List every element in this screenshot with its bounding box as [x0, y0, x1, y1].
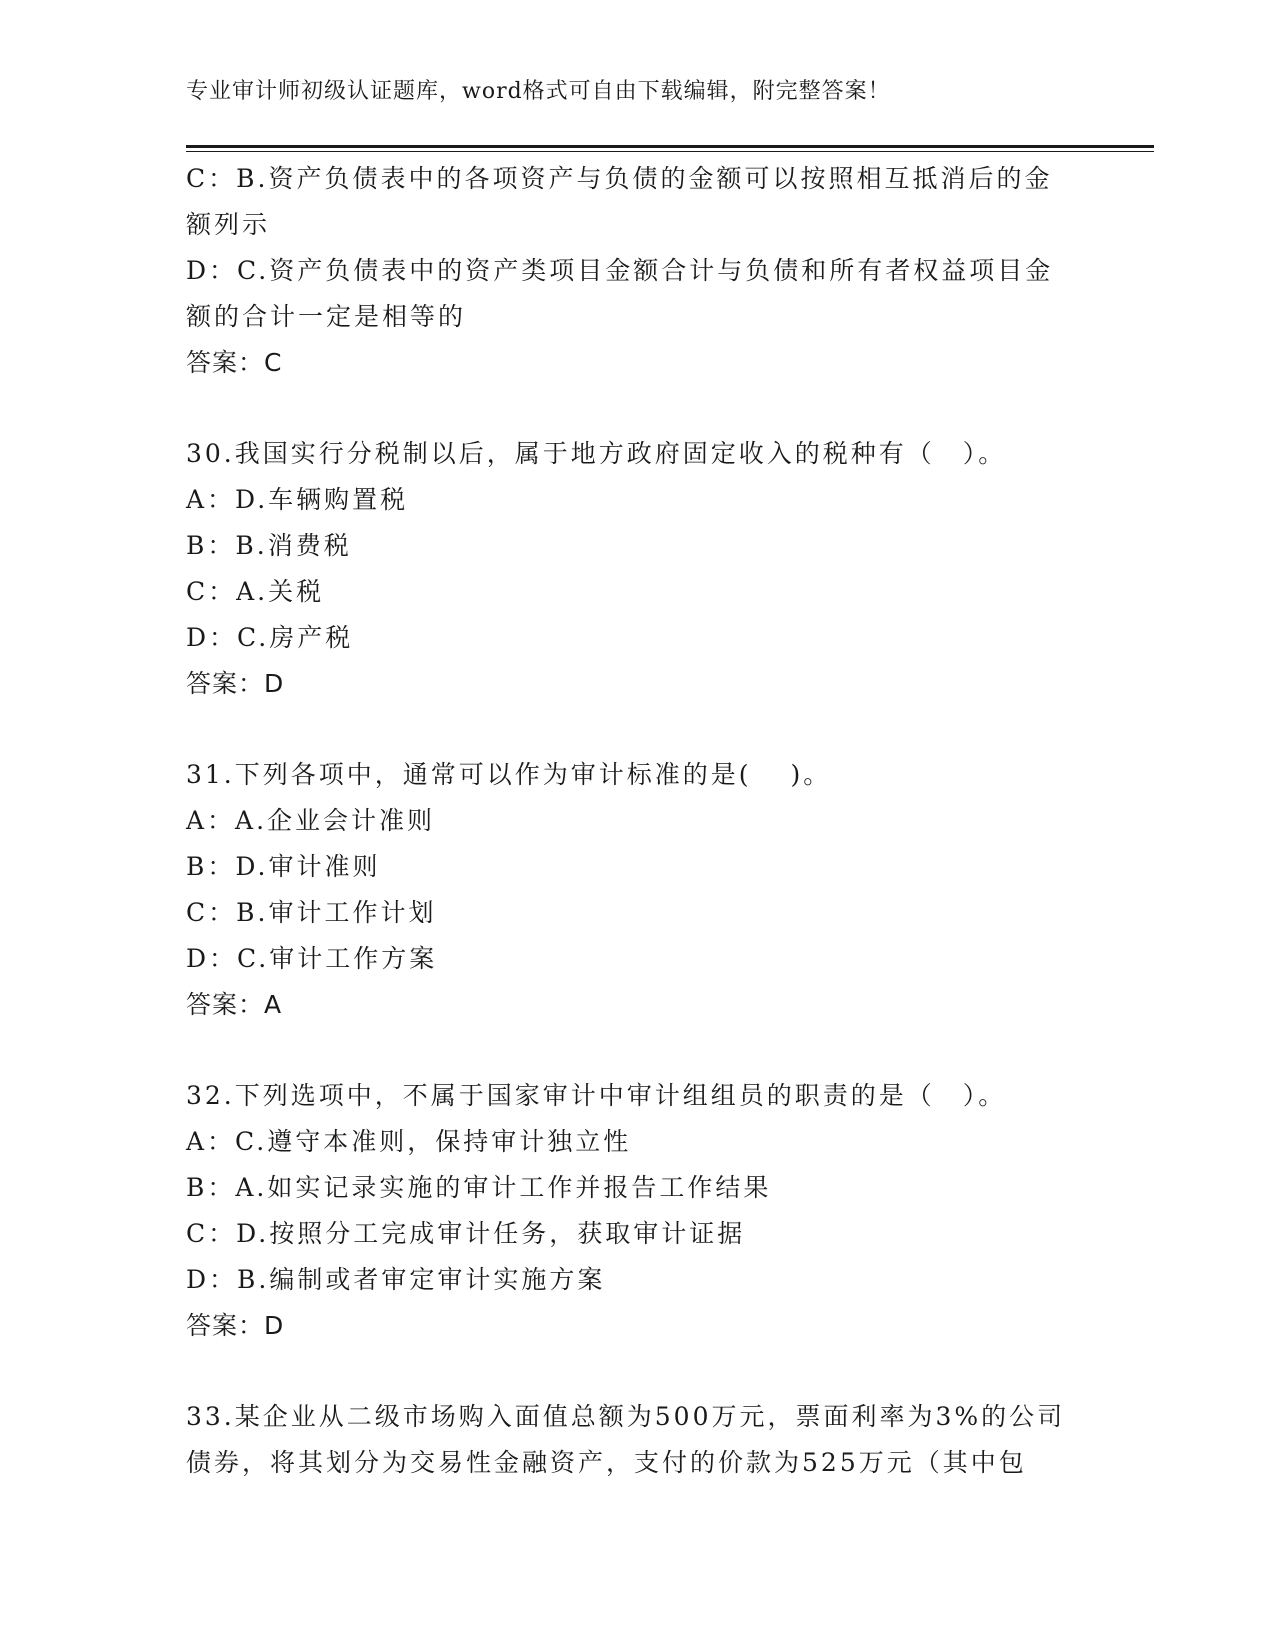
- option-line: A：C.遵守本准则，保持审计独立性: [186, 1127, 632, 1156]
- header-rule-thick: [186, 145, 1154, 148]
- question-block-29: [186, 156, 1086, 386]
- block-gap: [186, 386, 1086, 431]
- option-line: D：C.审计工作方案: [186, 944, 438, 973]
- question-block-30: [186, 431, 1086, 707]
- option-line: C：D.按照分工完成审计任务，获取审计证据: [186, 1219, 746, 1248]
- option-line: D：B.编制或者审定审计实施方案: [186, 1265, 606, 1294]
- page-header: 专业审计师初级认证题库，word格式可自由下载编辑，附完整答案！: [186, 79, 891, 104]
- answer-line: 答案：A: [186, 990, 283, 1019]
- question-text: 30.我国实行分税制以后，属于地方政府固定收入的税种有（ ）。: [186, 439, 1007, 468]
- option-line: B：A.如实记录实施的审计工作并报告工作结果: [186, 1173, 772, 1202]
- option-line: D：C.房产税: [186, 623, 354, 652]
- answer-line: 答案：D: [186, 1311, 285, 1340]
- question-block-33: [186, 1394, 1086, 1486]
- option-line: C：A.关税: [186, 577, 325, 606]
- block-gap: [186, 1028, 1086, 1073]
- block-gap: [186, 1349, 1086, 1394]
- question-block-31: [186, 752, 1086, 1028]
- question-text: 33.某企业从二级市场购入面值总额为500万元，票面利率为3%的公司: [186, 1402, 1066, 1431]
- question-list: [186, 156, 1086, 1486]
- option-line: A：D.车辆购置税: [186, 485, 409, 514]
- question-text: 债券，将其划分为交易性金融资产，支付的价款为525万元（其中包: [186, 1448, 1027, 1477]
- question-block-32: [186, 1073, 1086, 1349]
- option-line: B：B.消费税: [186, 531, 352, 560]
- answer-line: 答案：C: [186, 348, 283, 377]
- option-line: A：A.企业会计准则: [186, 806, 436, 835]
- answer-line: 答案：D: [186, 669, 285, 698]
- header-rule-thin: [186, 151, 1154, 152]
- option-line: B：D.审计准则: [186, 852, 381, 881]
- option-line: 额列示: [186, 210, 271, 239]
- option-line: C：B.资产负债表中的各项资产与负债的金额可以按照相互抵消后的金: [186, 164, 1053, 193]
- option-line: D：C.资产负债表中的资产类项目金额合计与负债和所有者权益项目金: [186, 256, 1054, 285]
- option-line: C：B.审计工作计划: [186, 898, 437, 927]
- option-line: 额的合计一定是相等的: [186, 302, 467, 331]
- block-gap: [186, 707, 1086, 752]
- question-text: 31.下列各项中，通常可以作为审计标准的是( )。: [186, 760, 832, 789]
- question-text: 32.下列选项中，不属于国家审计中审计组组员的职责的是（ ）。: [186, 1081, 1007, 1110]
